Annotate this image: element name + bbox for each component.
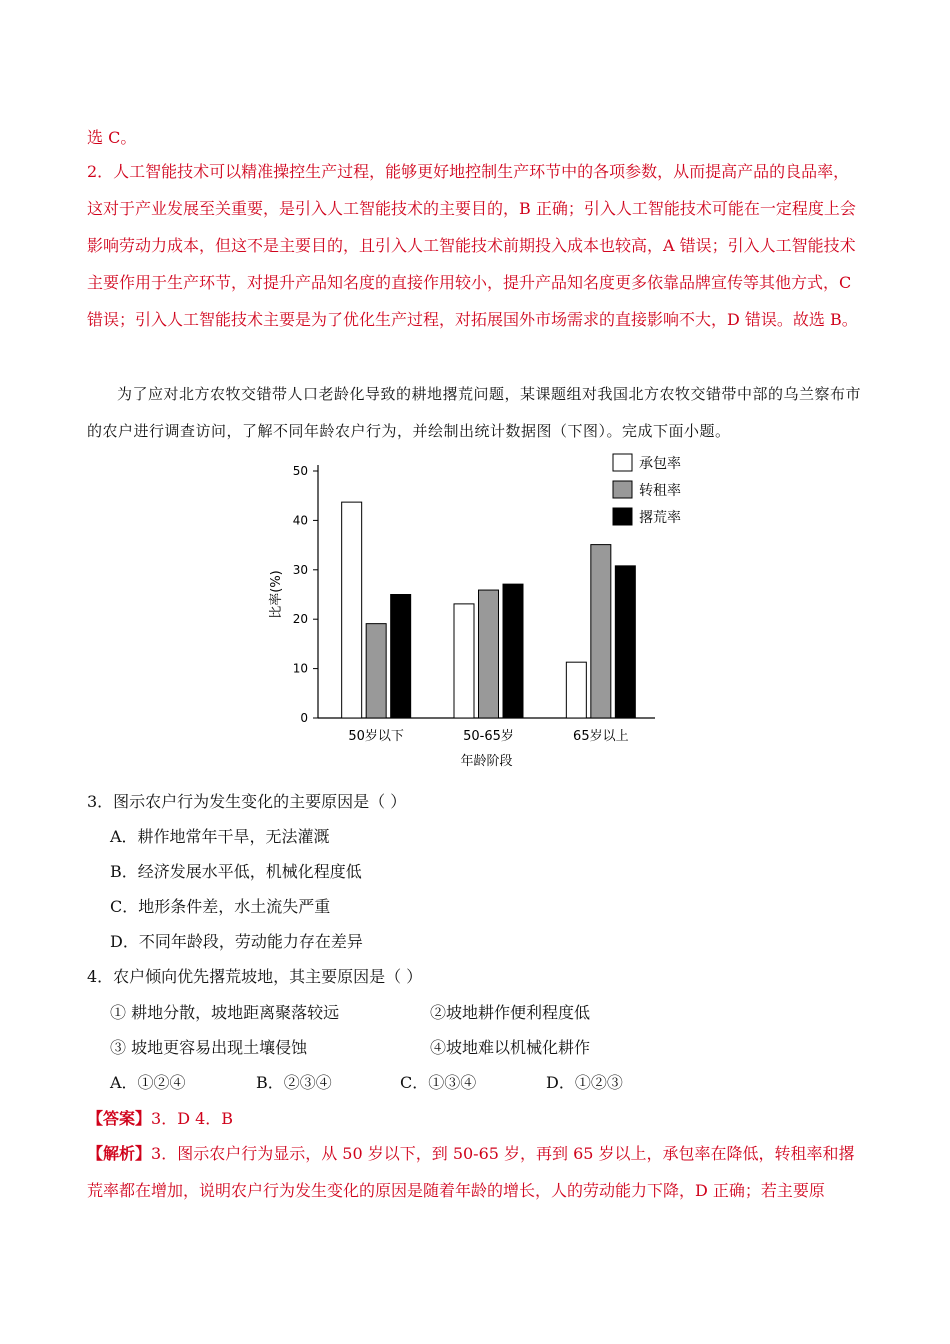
answer-line — [87, 1109, 233, 1129]
analysis-label: 【解析】 — [87, 1144, 152, 1163]
y-tick-label: 20 — [292, 612, 308, 627]
q4-title: 4．农户倾向优先撂荒坡地，其主要原因是（ ） — [87, 967, 423, 986]
analysis-para — [87, 1135, 862, 1209]
bar — [391, 595, 411, 719]
y-tick-label: 30 — [292, 562, 308, 577]
q4-option-d[interactable]: D．①②③ — [546, 1073, 623, 1092]
q3-option-b[interactable]: B．经济发展水平低，机械化程度低 — [110, 862, 362, 881]
y-axis-label: 比率(%) — [269, 570, 284, 619]
legend-swatch — [613, 454, 632, 471]
q4-statement-4: ④坡地难以机械化耕作 — [430, 1038, 591, 1057]
legend-swatch — [613, 481, 632, 498]
bar — [566, 662, 586, 718]
x-tick-label: 65岁以上 — [573, 729, 629, 744]
legend-swatch — [613, 508, 632, 525]
q4-option-c[interactable]: C．①③④ — [400, 1073, 477, 1092]
previous-answer-end: 选 C。 — [87, 128, 137, 147]
y-tick-label: 50 — [292, 464, 308, 478]
q4-option-b[interactable]: B．②③④ — [256, 1073, 332, 1092]
q4-statement-3: ③ 坡地更容易出现土壤侵蚀 — [110, 1038, 308, 1057]
bar — [479, 590, 499, 718]
bar — [615, 566, 635, 718]
bar — [366, 624, 386, 718]
answer-text: 3．D 4．B — [151, 1109, 234, 1128]
x-axis-label: 年龄阶段 — [460, 754, 513, 769]
legend-label: 撂荒率 — [639, 510, 681, 526]
answer-label: 【答案】 — [87, 1109, 152, 1128]
y-tick-label: 40 — [292, 513, 308, 528]
x-tick-label: 50岁以下 — [348, 729, 404, 744]
q4-option-a[interactable]: A．①②④ — [110, 1073, 186, 1092]
legend-label: 转租率 — [639, 483, 681, 499]
x-tick-label: 50-65岁 — [463, 729, 514, 744]
question-stem: 为了应对北方农牧交错带人口老龄化导致的耕地撂荒问题，某课题组对我国北方农牧交错带中部的乌兰察布市的农户进行调查访问，了解不同年龄农户行为，并绘制出统计数据图（下图）。完成下面小题。 — [87, 385, 862, 440]
q4-statement-1: ① 耕地分散，坡地距离聚落较远 — [110, 1003, 340, 1022]
analysis-text: 3．图示农户行为显示，从 50 岁以下，到 50-65 岁，再到 65 岁以上，承包率在降低，转租率和撂荒率都在增加，说明农户行为发生变化的原因是随着年龄的增长，人的劳动能力下降，D 正确；若主要原 — [87, 1144, 855, 1200]
bar-chart — [255, 445, 705, 775]
q3-option-d[interactable]: D．不同年龄段，劳动能力存在差异 — [110, 932, 363, 951]
bar — [591, 545, 611, 718]
bar — [503, 584, 523, 718]
q3-title: 3．图示农户行为发生变化的主要原因是（ ） — [87, 792, 407, 811]
q4-statement-2: ②坡地耕作便利程度低 — [430, 1003, 591, 1022]
y-tick-label: 10 — [292, 661, 308, 676]
bar — [454, 604, 474, 718]
q2-analysis: 2．人工智能技术可以精准操控生产过程，能够更好地控制生产环节中的各项参数，从而提高产品的良品率，这对于产业发展至关重要，是引入人工智能技术的主要目的，B 正确；引入人工智能技术可能在一定程度上会影响劳动力成本，但这不是主要目的，且引入人工智能技术前期投入成本也较高，A 错误；引入人工智能技术主要作用于生产环节，对提升产品知名度的直接作用较小，提升产品知名度更多依靠品牌宣传等其他方式，C 错误；引入人工智能技术主要是为了优化生产过程，对拓展国外市场需求的直接影响不大，D 错误。故选 B。 — [87, 162, 858, 329]
bar — [342, 502, 362, 718]
legend-label: 承包率 — [639, 456, 681, 472]
q3-option-c[interactable]: C．地形条件差，水土流失严重 — [110, 897, 331, 916]
q3-option-a[interactable]: A．耕作地常年干旱，无法灌溉 — [110, 827, 330, 846]
y-tick-label: 0 — [300, 711, 308, 725]
